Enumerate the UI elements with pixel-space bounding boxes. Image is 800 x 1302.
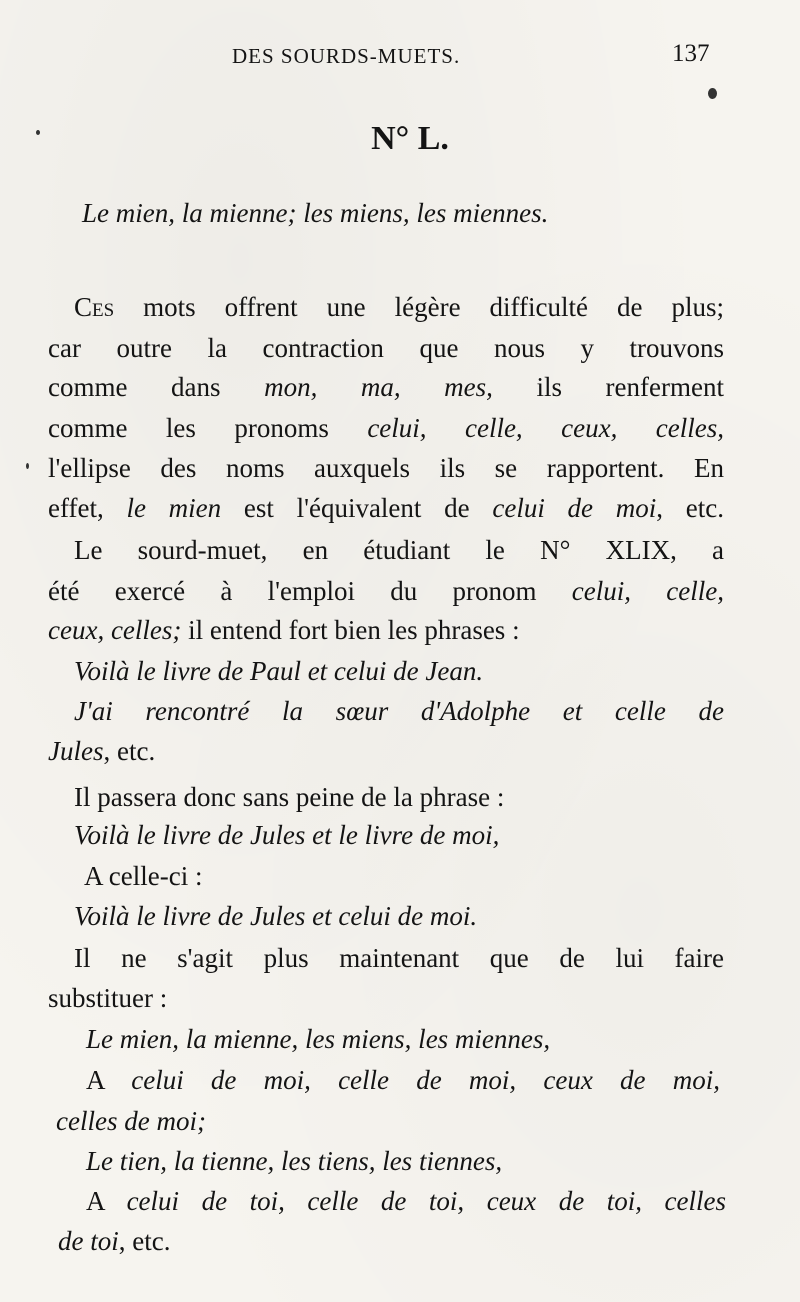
text-line bbox=[48, 415, 724, 442]
example-sentence bbox=[86, 1188, 726, 1215]
text-run: car outre la contraction que nous y trouvons bbox=[48, 333, 724, 363]
text-run: mots offrent une légère difficulté de plus; bbox=[114, 292, 724, 322]
text-run: , etc. bbox=[656, 493, 724, 523]
ink-speck-mark bbox=[26, 463, 29, 469]
italic-run: celui, celle, ceux, celles, bbox=[367, 413, 724, 443]
italic-run: Le mien, la mienne, les miens, les miennes, bbox=[86, 1024, 551, 1054]
text-run: été exercé à l'emploi du pronom bbox=[48, 576, 572, 606]
example-sentence bbox=[74, 698, 724, 725]
italic-run: Voilà le livre de Jules et celui de moi. bbox=[74, 901, 478, 931]
italic-run: celui de toi, celle de toi, ceux de toi, celles bbox=[126, 1186, 726, 1216]
text-line bbox=[48, 455, 724, 482]
text-line bbox=[58, 1228, 170, 1255]
text-run: A bbox=[86, 1065, 132, 1095]
text-run: l'ellipse des noms auxquels ils se rapportent. En bbox=[48, 453, 724, 483]
text-run: , etc. bbox=[118, 1226, 171, 1256]
section-heading: N° L. bbox=[371, 120, 449, 157]
text-line bbox=[48, 374, 724, 401]
example-sentence bbox=[56, 1108, 206, 1135]
text-run: Le sourd-muet, en étudiant le N° XLIX, a bbox=[74, 535, 724, 565]
italic-run: de toi bbox=[58, 1226, 119, 1256]
small-caps-word: Ces bbox=[74, 292, 115, 322]
italic-run: celui de moi, celle de moi, ceux de moi, bbox=[131, 1065, 720, 1095]
italic-run: ceux, celles; bbox=[48, 615, 182, 645]
example-sentence bbox=[74, 903, 477, 930]
text-line bbox=[74, 537, 724, 564]
text-run: comme les pronoms bbox=[48, 413, 368, 443]
text-run: il entend fort bien les phrases : bbox=[181, 615, 520, 645]
italic-run: celui de moi bbox=[492, 493, 657, 523]
text-line bbox=[84, 863, 202, 890]
italic-run: Le tien, la tienne, les tiens, les tiennes, bbox=[86, 1146, 503, 1176]
text-line bbox=[48, 738, 155, 765]
example-sentence bbox=[74, 822, 499, 849]
italic-run: Voilà le livre de Paul et celui de Jean. bbox=[74, 656, 484, 686]
ink-speck-mark bbox=[708, 88, 717, 99]
text-line bbox=[48, 335, 724, 362]
text-run: ils renferment bbox=[492, 372, 724, 402]
italic-run: mon, ma, mes, bbox=[264, 372, 493, 402]
text-run: comme dans bbox=[48, 372, 265, 402]
text-run: effet, bbox=[48, 493, 127, 523]
text-run: A bbox=[86, 1186, 127, 1216]
text-line bbox=[48, 617, 520, 644]
text-run: , etc. bbox=[103, 736, 156, 766]
running-title: DES SOURDS-MUETS. bbox=[232, 44, 461, 68]
section-subtitle: Le mien, la mienne; les miens, les miennes. bbox=[82, 198, 549, 228]
example-sentence bbox=[86, 1026, 550, 1053]
page-number: 137 bbox=[672, 40, 710, 67]
text-line bbox=[74, 294, 724, 321]
text-line bbox=[48, 578, 724, 605]
italic-run: Jules bbox=[48, 736, 104, 766]
text-run: Il passera donc sans peine de la phrase : bbox=[74, 782, 505, 812]
text-run: substituer : bbox=[48, 983, 168, 1013]
example-sentence bbox=[74, 658, 483, 685]
text-line bbox=[74, 784, 504, 811]
italic-run: celui, celle, bbox=[571, 576, 724, 606]
text-line bbox=[74, 945, 724, 972]
text-line bbox=[48, 495, 724, 522]
example-sentence bbox=[86, 1148, 502, 1175]
text-run: A celle-ci : bbox=[84, 861, 203, 891]
text-run: Il ne s'agit plus maintenant que de lui faire bbox=[74, 943, 724, 973]
text-run: est l'équivalent de bbox=[221, 493, 493, 523]
text-line bbox=[48, 985, 167, 1012]
italic-run: J'ai rencontré la sœur d'Adolphe et celle de bbox=[74, 696, 724, 726]
example-sentence bbox=[86, 1067, 720, 1094]
italic-run: Voilà le livre de Jules et le livre de moi, bbox=[74, 820, 500, 850]
running-head bbox=[0, 38, 800, 78]
italic-run: le mien bbox=[126, 493, 222, 523]
italic-run: celles de moi; bbox=[56, 1106, 206, 1136]
